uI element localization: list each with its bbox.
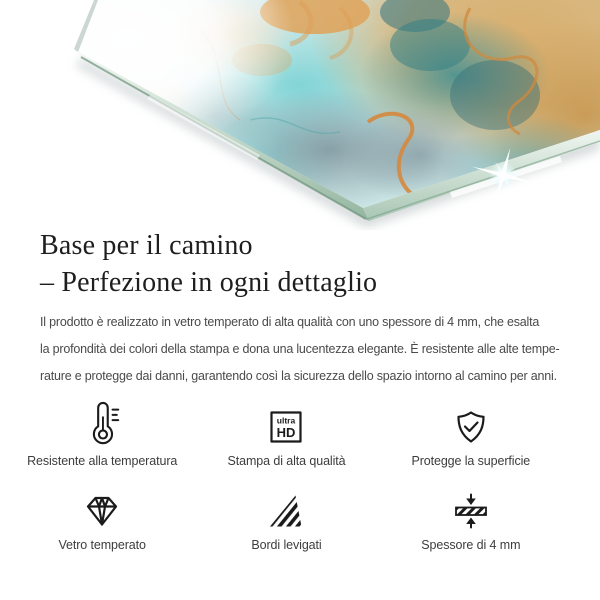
feature-label: Resistente alla temperatura <box>27 454 178 468</box>
feature-label: Protegge la superficie <box>411 454 531 468</box>
description-line: la profondità dei colori della stampa e dona una lucentezza elegante. È resistente alle alte tempe- <box>40 342 560 356</box>
shield-check-icon <box>453 409 489 445</box>
hero-product-image <box>0 0 600 230</box>
feature-label: Spessore di 4 mm <box>421 538 521 552</box>
thickness-4mm-icon <box>453 493 489 529</box>
page-title-line1: Base per il camino <box>40 230 253 261</box>
page-title <box>40 227 377 301</box>
glass-panel-artwork <box>0 0 600 230</box>
feature-item-tempered-glass <box>10 482 194 552</box>
description-line: Il prodotto è realizzato in vetro temperato di alta qualità con uno spessore di 4 mm, che esalta <box>40 315 540 329</box>
ultra-hd-icon-text-top: ultra <box>277 415 296 426</box>
page-title-line2: – Perfezione in ogni dettaglio <box>40 267 378 298</box>
feature-item-temperature <box>10 398 194 468</box>
feature-label: Bordi levigati <box>251 538 322 552</box>
description-line: rature e protegge dai danni, garantendo così la sicurezza dello spazio intorno al camino per anni. <box>40 369 557 383</box>
polished-edges-icon <box>268 493 304 529</box>
feature-item-print-quality <box>194 398 378 468</box>
feature-item-surface-protection <box>379 398 563 468</box>
feature-item-thickness <box>379 482 563 552</box>
artwork-surface <box>0 0 600 230</box>
feature-label: Vetro temperato <box>58 538 146 552</box>
ultra-hd-icon-text-bottom: HD <box>277 425 296 440</box>
feature-item-polished-edges <box>194 482 378 552</box>
product-description <box>40 309 559 390</box>
feature-grid <box>10 398 563 552</box>
feature-label: Stampa di alta qualità <box>227 454 346 468</box>
thermometer-icon <box>82 401 122 445</box>
ultra-hd-icon <box>268 409 304 445</box>
diamond-icon <box>84 493 120 529</box>
